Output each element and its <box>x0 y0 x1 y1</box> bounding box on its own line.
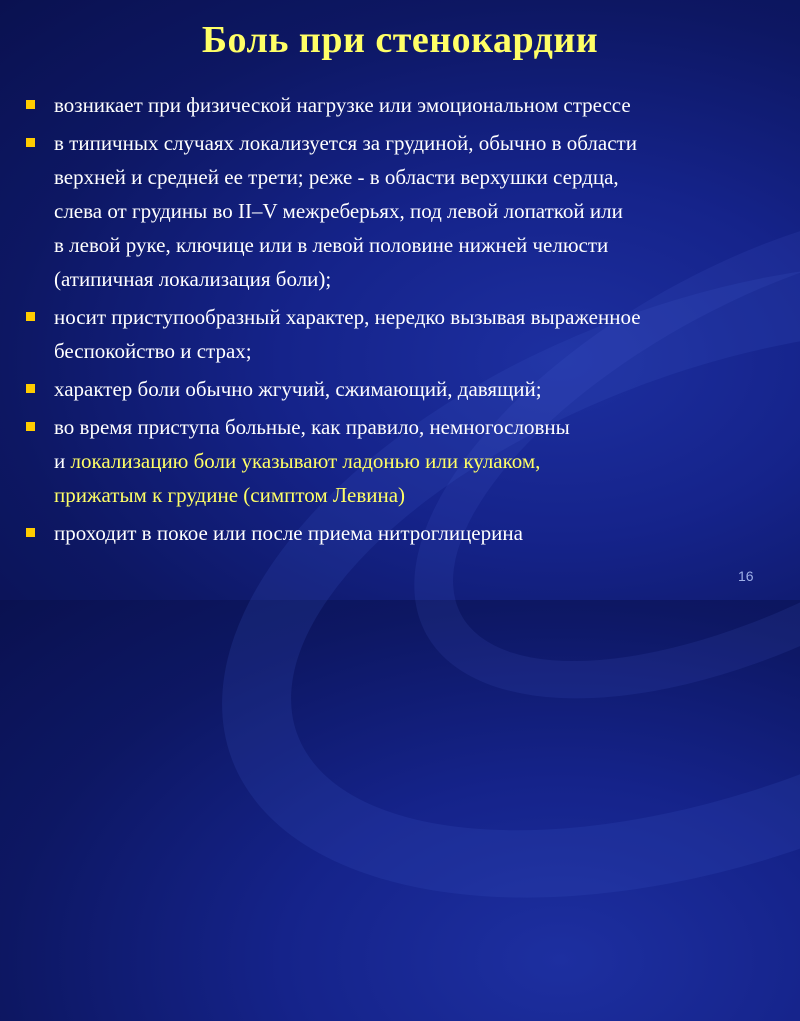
bullet-square-icon <box>26 422 35 431</box>
bullet-square-icon <box>26 100 35 109</box>
bullet-square-icon <box>26 384 35 393</box>
bullet-item-6 <box>18 516 788 550</box>
bullet-line: во время приступа больные, как правило, немногословны <box>54 415 570 439</box>
bullet-square-icon <box>26 312 35 321</box>
bullet-line: беспокойство и страх; <box>54 339 252 363</box>
bullet-line: верхней и средней ее трети; реже - в области верхушки сердца, <box>54 165 619 189</box>
bullet-line-prefix: и <box>54 449 71 473</box>
bullet-line: в левой руке, ключице или в левой половине нижней челюсти <box>54 233 609 257</box>
slide-number: 16 <box>738 568 754 584</box>
bullet-text: возникает при физической нагрузке или эмоциональном стрессе <box>54 93 631 117</box>
bullet-line: в типичных случаях локализуется за грудиной, обычно в области <box>54 131 637 155</box>
highlighted-text: локализацию боли указывают ладонью или кулаком, <box>70 449 541 473</box>
bullet-line: слева от грудины во II–V межреберьях, под левой лопаткой или <box>54 199 623 223</box>
bullet-item-5 <box>18 410 788 512</box>
bullet-list <box>18 88 788 554</box>
bullet-line: (атипичная локализация боли); <box>54 267 332 291</box>
highlighted-text: прижатым к грудине (симптом Левина) <box>54 483 406 507</box>
bullet-item-2 <box>18 126 788 296</box>
bullet-item-1 <box>18 88 788 122</box>
slide-title: Боль при стенокардии <box>201 19 599 61</box>
bullet-text: проходит в покое или после приема нитроглицерина <box>54 521 523 545</box>
bullet-square-icon <box>26 138 35 147</box>
bullet-line: носит приступообразный характер, нередко вызывая выраженное <box>54 305 641 329</box>
bullet-item-4 <box>18 372 788 406</box>
bullet-square-icon <box>26 528 35 537</box>
bullet-item-3 <box>18 300 788 368</box>
bullet-text: характер боли обычно жгучий, сжимающий, давящий; <box>54 377 542 401</box>
